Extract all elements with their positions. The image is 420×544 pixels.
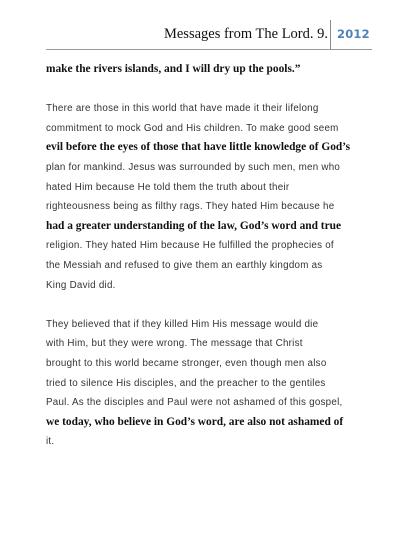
text-line: They believed that if they killed Him His message would die [46, 318, 319, 330]
text-line: evil before the eyes of those that have little knowledge of God’s [46, 141, 351, 154]
text-line: we today, who believe in God’s word, are also not ashamed of [46, 415, 344, 428]
text-line: hated Him because He told them the truth about their [46, 181, 290, 193]
header-title: Messages from The Lord. 9. [163, 26, 328, 42]
text-line: plan for mankind. Jesus was surrounded by such men, men who [46, 161, 341, 173]
text-line: There are those in this world that have made it their lifelong [46, 103, 319, 115]
text-line: Paul. As the disciples and Paul were not ashamed of this gospel, [46, 397, 343, 409]
header-divider [330, 20, 331, 49]
text-line: commitment to mock God and His children. To make good seem [46, 122, 339, 134]
text-line: righteousness being as filthy rags. They hated Him because he [46, 201, 335, 213]
text-line: make the rivers islands, and I will dry up the pools.” [46, 63, 301, 75]
header-rule [46, 49, 372, 50]
text-line: had a greater understanding of the law, God’s word and true [46, 219, 342, 232]
text-line: King David did. [46, 279, 116, 291]
text-line: the Messiah and refused to give them an earthly kingdom as [46, 259, 323, 271]
paragraph-gap [46, 80, 386, 100]
page-header [46, 20, 372, 49]
text-line: it. [46, 436, 55, 448]
text-line: brought to this world became stronger, even though men also [46, 357, 327, 369]
header-year: 2012 [337, 27, 370, 41]
text-line: religion. They hated Him because He fulfilled the prophecies of [46, 240, 334, 252]
paragraph-gap [46, 295, 386, 315]
text-line: with Him, but they were wrong. The message that Christ [46, 338, 303, 350]
text-line: tried to silence His disciples, and the preacher to the gentiles [46, 377, 326, 389]
document-body [46, 60, 386, 452]
